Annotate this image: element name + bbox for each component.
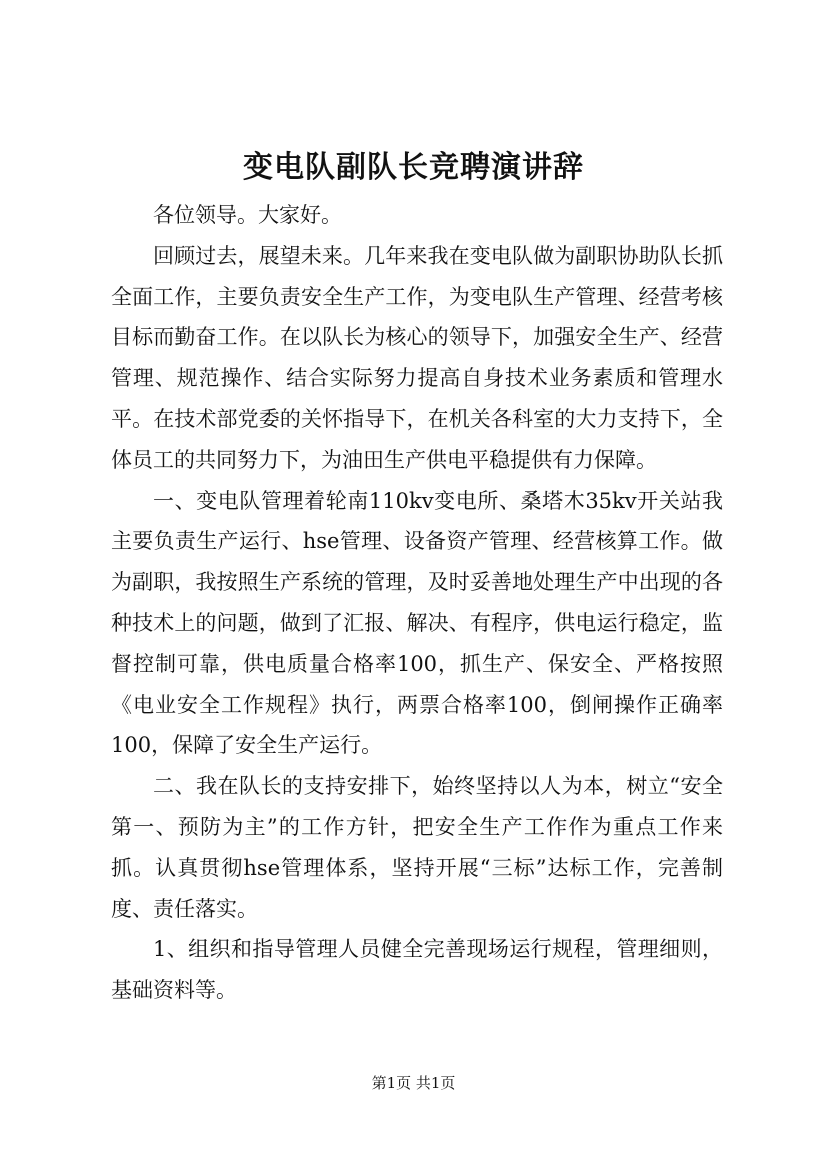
paragraph-section-one: 一、变电队管理着轮南110kv变电所、桑塔木35kv开关站我主要负责生产运行、hse管理、设备资产管理、经营核算工作。做为副职，我按照生产系统的管理，及时妥善地处理生产中出现的各种技术上的问题，做到了汇报、解决、有程序，供电运行稳定，监督控制可靠，供电质量合格率100，抓生产、保安全、严格按照《电业安全工作规程》执行，两票合格率100，倒闸操作正确率100，保障了安全生产运行。 <box>111 488 723 758</box>
paragraph-review: 回顾过去，展望未来。几年来我在变电队做为副职协助队长抓全面工作，主要负责安全生产工作，为变电队生产管理、经营考核目标而勤奋工作。在以队长为核心的领导下，加强安全生产、经营管理、规范操作、结合实际努力提高自身技术业务素质和管理水平。在技术部党委的关怀指导下，在机关各科室的大力支持下，全体员工的共同努力下，为油田生产供电平稳提供有力保障。 <box>111 243 723 472</box>
paragraph-section-two: 二、我在队长的支持安排下，始终坚持以人为本，树立“安全第一、预防为主”的工作方针，把安全生产工作作为重点工作来抓。认真贯彻hse管理体系，坚持开展“三标”达标工作，完善制度、责任落实。 <box>111 774 723 921</box>
page-footer: 第1页 共1页 <box>371 1074 456 1092</box>
paragraph-greeting: 各位领导。大家好。 <box>153 203 342 227</box>
paragraph-item-one: 1、组织和指导管理人员健全完善现场运行规程，管理细则，基础资料等。 <box>111 937 723 1003</box>
document-body <box>111 195 723 1011</box>
page-title: 变电队副队长竞聘演讲辞 <box>243 150 584 185</box>
